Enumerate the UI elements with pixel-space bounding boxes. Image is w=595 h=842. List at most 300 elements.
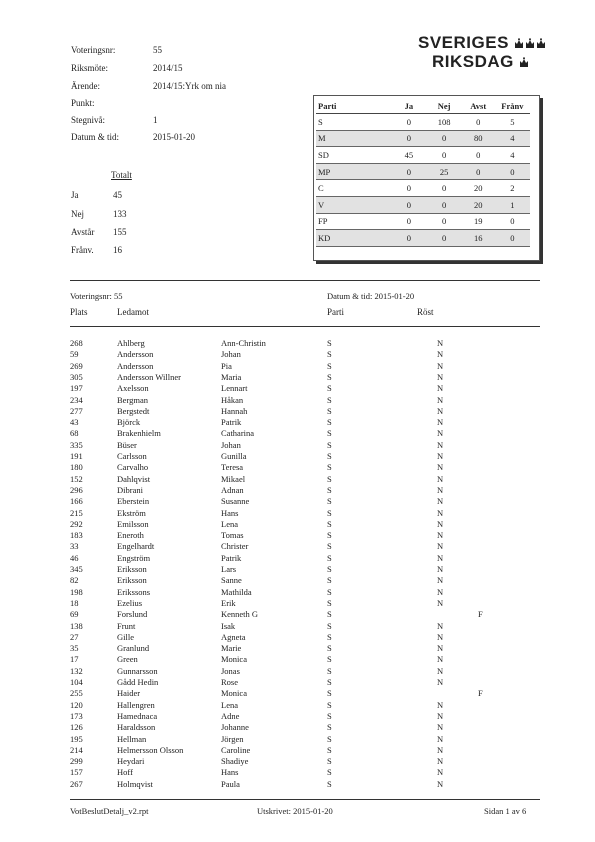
member-row [70, 621, 540, 632]
member-party: S [327, 710, 332, 721]
member-seat: 180 [70, 462, 83, 473]
member-firstname: Adnan [221, 484, 244, 495]
member-vote: N [437, 643, 444, 654]
member-party: S [327, 338, 332, 348]
member-firstname: Maria [221, 371, 242, 382]
member-firstname: Christer [221, 541, 249, 552]
member-row [70, 361, 540, 372]
member-party: S [327, 643, 332, 654]
party-avst: 0 [462, 114, 495, 131]
member-firstname: Johan [221, 439, 241, 450]
member-row [70, 587, 540, 598]
member-lastname: Heydari [117, 756, 145, 767]
party-franv: 4 [495, 147, 530, 164]
member-vote: N [437, 530, 444, 541]
member-lastname: Bergman [117, 394, 149, 405]
member-lastname: Haider [117, 688, 141, 699]
member-row [70, 609, 540, 620]
member-party: S [327, 473, 332, 484]
member-vote: N [437, 484, 444, 495]
col-avst: Avst [462, 98, 495, 114]
party-ja: 0 [391, 114, 426, 131]
party-avst: 0 [462, 147, 495, 164]
member-seat: 197 [70, 383, 83, 394]
member-lastname: Brakenhielm [117, 428, 161, 439]
riksdag-logo [418, 33, 546, 71]
member-row [70, 745, 540, 756]
member-row [70, 462, 540, 473]
member-firstname: Lennart [221, 383, 248, 394]
meta-value: 1 [153, 115, 158, 125]
totals-header: Totalt [111, 170, 132, 180]
member-vote: N [437, 405, 444, 416]
member-party: S [327, 620, 332, 631]
member-seat: 299 [70, 756, 83, 767]
member-firstname: Jörgen [221, 733, 244, 744]
member-seat: 138 [70, 620, 83, 631]
member-row [70, 666, 540, 677]
member-vote: N [437, 496, 444, 507]
member-lastname: Gille [117, 631, 134, 642]
member-lastname: Eriksson [117, 564, 147, 574]
member-firstname: Tomas [221, 530, 244, 541]
party-row [316, 230, 530, 247]
member-seat: 166 [70, 496, 83, 507]
member-vote: N [437, 349, 444, 360]
member-lastname: Eberstein [117, 496, 150, 507]
member-row [70, 519, 540, 530]
party-avst: 80 [462, 130, 495, 147]
party-table-header [316, 98, 530, 114]
member-party: S [327, 541, 332, 552]
party-row [316, 213, 530, 230]
party-nej: 0 [427, 180, 462, 197]
member-firstname: Adne [221, 710, 240, 721]
member-lastname: Forslund [117, 609, 148, 620]
member-party: S [327, 677, 332, 687]
member-vote: F [478, 688, 483, 699]
party-row [316, 147, 530, 164]
party-row [316, 114, 530, 131]
member-row [70, 688, 540, 699]
logo-line1: SVERIGES [418, 33, 509, 52]
member-party: S [327, 654, 332, 665]
meta-label: Riksmöte: [71, 63, 109, 73]
member-party: S [327, 586, 332, 597]
totals-label: Avstår [71, 227, 95, 237]
member-firstname: Marie [221, 643, 242, 654]
member-vote: N [437, 462, 444, 473]
member-firstname: Johanne [221, 722, 249, 733]
member-vote: N [437, 383, 444, 394]
member-lastname: Gådd Hedin [117, 677, 159, 687]
member-vote: N [437, 360, 444, 371]
member-seat: 132 [70, 665, 83, 676]
party-avst: 16 [462, 230, 495, 247]
footer-page: Sidan 1 av 6 [484, 806, 527, 816]
member-lastname: Green [117, 654, 138, 665]
meta-label: Stegnivå: [71, 115, 105, 125]
member-party: S [327, 564, 332, 574]
member-firstname: Paula [221, 778, 240, 789]
member-row [70, 541, 540, 552]
member-lastname: Erikssons [117, 586, 151, 597]
member-lastname: Carvalho [117, 462, 149, 473]
member-row [70, 485, 540, 496]
member-party: S [327, 552, 332, 563]
member-lastname: Andersson [117, 360, 154, 371]
party-name: S [316, 114, 391, 131]
member-seat: 68 [70, 428, 79, 439]
member-lastname: Emilsson [117, 518, 149, 529]
member-seat: 33 [70, 541, 79, 552]
party-name: M [316, 130, 391, 147]
member-lastname: Eriksson [117, 575, 147, 586]
member-lastname: Engelhardt [117, 541, 155, 552]
member-row [70, 349, 540, 360]
member-lastname: Andersson Willner [117, 371, 181, 382]
member-firstname: Monica [221, 654, 247, 665]
member-firstname: Johan [221, 349, 241, 360]
footer-report: VotBeslutDetalj_v2.rpt [70, 806, 149, 816]
party-ja: 0 [391, 196, 426, 213]
member-party: S [327, 518, 332, 529]
member-row [70, 767, 540, 778]
member-party: S [327, 405, 332, 416]
party-name: SD [316, 147, 391, 164]
member-party: S [327, 665, 332, 676]
member-seat: 268 [70, 338, 83, 348]
member-seat: 43 [70, 417, 79, 428]
party-row [316, 180, 530, 197]
list-datum: Datum & tid: 2015-01-20 [327, 291, 415, 301]
member-seat: 267 [70, 778, 83, 789]
member-party: S [327, 383, 332, 394]
party-table [316, 98, 530, 247]
member-lastname: Frunt [117, 620, 136, 631]
member-seat: 173 [70, 710, 83, 721]
col-ja: Ja [391, 98, 426, 114]
member-firstname: Sanne [221, 575, 242, 586]
member-vote: N [437, 564, 444, 574]
party-ja: 45 [391, 147, 426, 164]
party-franv: 0 [495, 163, 530, 180]
crown-icon [519, 57, 529, 68]
member-vote: N [437, 733, 444, 744]
member-seat: 46 [70, 552, 79, 563]
member-lastname: Helmersson Olsson [117, 744, 184, 755]
member-seat: 296 [70, 484, 83, 495]
col-nej: Nej [427, 98, 462, 114]
member-vote: N [437, 586, 444, 597]
party-franv: 1 [495, 196, 530, 213]
member-firstname: Teresa [221, 462, 244, 473]
section-divider [70, 280, 540, 281]
party-nej: 0 [427, 130, 462, 147]
member-seat: 215 [70, 507, 83, 518]
totals-value: 16 [113, 245, 122, 255]
member-party: S [327, 767, 332, 778]
member-firstname: Isak [221, 620, 236, 631]
member-lastname: Granlund [117, 643, 150, 654]
member-seat: 82 [70, 575, 79, 586]
party-nej: 0 [427, 213, 462, 230]
member-lastname: Holmqvist [117, 778, 153, 789]
member-row [70, 575, 540, 586]
member-lastname: Eneroth [117, 530, 144, 541]
member-party: S [327, 484, 332, 495]
member-row [70, 677, 540, 688]
member-lastname: Gunnarsson [117, 665, 158, 676]
member-seat: 157 [70, 767, 83, 778]
footer-printed: Utskrivet: 2015-01-20 [257, 806, 333, 816]
member-seat: 234 [70, 394, 83, 405]
logo-line2: RIKSDAG [432, 52, 514, 71]
member-firstname: Monica [221, 688, 247, 699]
member-firstname: Kenneth G [221, 609, 259, 620]
member-seat: 152 [70, 473, 83, 484]
meta-value: 55 [153, 45, 162, 55]
member-vote: N [437, 778, 444, 789]
member-lastname: Hallengren [117, 699, 155, 710]
member-seat: 269 [70, 360, 83, 371]
member-party: S [327, 417, 332, 428]
member-row [70, 643, 540, 654]
totals-label: Nej [71, 209, 84, 219]
member-firstname: Gunilla [221, 451, 247, 461]
member-lastname: Axelsson [117, 383, 149, 394]
member-seat: 69 [70, 609, 79, 620]
member-firstname: Lena [221, 518, 238, 529]
member-seat: 27 [70, 631, 79, 642]
member-seat: 198 [70, 586, 83, 597]
member-lastname: Björck [117, 417, 141, 428]
member-row [70, 508, 540, 519]
member-vote: N [437, 338, 444, 348]
member-party: S [327, 349, 332, 360]
member-row [70, 756, 540, 767]
member-row [70, 406, 540, 417]
member-vote: N [437, 756, 444, 767]
member-seat: 59 [70, 349, 79, 360]
member-row [70, 372, 540, 383]
party-name: MP [316, 163, 391, 180]
member-party: S [327, 733, 332, 744]
member-row [70, 530, 540, 541]
member-party: S [327, 394, 332, 405]
party-row [316, 196, 530, 213]
member-vote: N [437, 631, 444, 642]
member-seat: 120 [70, 699, 83, 710]
member-vote: N [437, 552, 444, 563]
member-row [70, 564, 540, 575]
member-seat: 17 [70, 654, 79, 665]
member-firstname: Rose [221, 677, 238, 687]
member-row [70, 383, 540, 394]
member-row [70, 451, 540, 462]
member-party: S [327, 597, 332, 608]
member-vote: N [437, 507, 444, 518]
member-seat: 18 [70, 597, 79, 608]
meta-label: Voteringsnr: [71, 45, 116, 55]
party-ja: 0 [391, 230, 426, 247]
member-party: S [327, 722, 332, 733]
member-party: S [327, 439, 332, 450]
member-firstname: Ann-Christin [221, 338, 266, 348]
member-party: S [327, 428, 332, 439]
party-franv: 5 [495, 114, 530, 131]
meta-value: 2014/15:Yrk om nia [153, 81, 226, 91]
member-firstname: Catharina [221, 428, 255, 439]
col-parti-list: Parti [327, 307, 344, 317]
party-name: V [316, 196, 391, 213]
member-vote: N [437, 451, 444, 461]
meta-value: 2015-01-20 [153, 132, 195, 142]
member-lastname: Hoff [117, 767, 133, 778]
member-firstname: Mathilda [221, 586, 252, 597]
meta-label: Punkt: [71, 98, 95, 108]
party-ja: 0 [391, 163, 426, 180]
member-row [70, 598, 540, 609]
member-firstname: Agneta [221, 631, 246, 642]
member-lastname: Büser [117, 439, 137, 450]
member-vote: N [437, 710, 444, 721]
col-parti: Parti [316, 98, 391, 114]
member-lastname: Hellman [117, 733, 147, 744]
member-party: S [327, 688, 332, 699]
party-name: KD [316, 230, 391, 247]
crowns-icon [514, 38, 546, 49]
member-party: S [327, 631, 332, 642]
member-seat: 195 [70, 733, 83, 744]
member-vote: N [437, 394, 444, 405]
totals-value: 155 [113, 227, 127, 237]
party-avst: 20 [462, 180, 495, 197]
member-vote: N [437, 417, 444, 428]
member-lastname: Haraldsson [117, 722, 156, 733]
member-seat: 126 [70, 722, 83, 733]
party-name: C [316, 180, 391, 197]
member-row [70, 496, 540, 507]
list-voteringsnr: Voteringsnr: 55 [70, 291, 123, 301]
member-row [70, 440, 540, 451]
party-nej: 0 [427, 196, 462, 213]
member-party: S [327, 756, 332, 767]
member-firstname: Patrik [221, 552, 242, 563]
member-vote: N [437, 654, 444, 665]
member-row [70, 395, 540, 406]
member-vote: N [437, 473, 444, 484]
party-nej: 25 [427, 163, 462, 180]
member-row [70, 779, 540, 790]
member-lastname: Carlsson [117, 451, 147, 461]
member-vote: N [437, 620, 444, 631]
member-vote: N [437, 597, 444, 608]
member-party: S [327, 451, 332, 461]
party-franv: 4 [495, 130, 530, 147]
member-firstname: Mikael [221, 473, 246, 484]
col-franv: Frånv [495, 98, 530, 114]
member-firstname: Jonas [221, 665, 240, 676]
party-franv: 0 [495, 230, 530, 247]
member-firstname: Erik [221, 597, 236, 608]
member-lastname: Ekström [117, 507, 146, 518]
meta-label: Datum & tid: [71, 132, 119, 142]
member-row [70, 417, 540, 428]
party-avst: 19 [462, 213, 495, 230]
member-row [70, 654, 540, 665]
member-firstname: Pia [221, 360, 232, 371]
meta-value: 2014/15 [153, 63, 183, 73]
col-rost: Röst [417, 307, 434, 317]
member-firstname: Shadiye [221, 756, 249, 767]
member-party: S [327, 507, 332, 518]
member-vote: F [478, 609, 483, 620]
member-vote: N [437, 575, 444, 586]
member-vote: N [437, 428, 444, 439]
member-party: S [327, 575, 332, 586]
party-ja: 0 [391, 180, 426, 197]
member-lastname: Ahlberg [117, 338, 145, 348]
totals-label: Ja [71, 190, 79, 200]
totals-label: Frånv. [71, 245, 94, 255]
party-franv: 0 [495, 213, 530, 230]
member-lastname: Hamednaca [117, 710, 158, 721]
party-avst: 20 [462, 196, 495, 213]
member-lastname: Engström [117, 552, 151, 563]
party-avst: 0 [462, 163, 495, 180]
party-franv: 2 [495, 180, 530, 197]
member-vote: N [437, 665, 444, 676]
member-firstname: Lars [221, 564, 237, 574]
member-seat: 335 [70, 439, 83, 450]
party-nej: 108 [427, 114, 462, 131]
party-ja: 0 [391, 130, 426, 147]
col-ledamot: Ledamot [117, 307, 149, 317]
member-party: S [327, 371, 332, 382]
list-header-divider [70, 326, 540, 327]
member-party: S [327, 530, 332, 541]
member-seat: 345 [70, 564, 83, 574]
member-seat: 191 [70, 451, 83, 461]
member-firstname: Hannah [221, 405, 248, 416]
member-row [70, 553, 540, 564]
member-row [70, 428, 540, 439]
member-vote: N [437, 744, 444, 755]
member-vote: N [437, 518, 444, 529]
member-seat: 35 [70, 643, 79, 654]
member-row [70, 474, 540, 485]
member-lastname: Ezelius [117, 597, 143, 608]
member-lastname: Dahlqvist [117, 473, 151, 484]
meta-label: Ärende: [71, 81, 100, 91]
member-firstname: Hans [221, 507, 239, 518]
party-ja: 0 [391, 213, 426, 230]
member-vote: N [437, 439, 444, 450]
member-vote: N [437, 767, 444, 778]
member-vote: N [437, 722, 444, 733]
member-lastname: Bergstedt [117, 405, 150, 416]
party-row [316, 130, 530, 147]
party-nej: 0 [427, 230, 462, 247]
member-seat: 292 [70, 518, 83, 529]
totals-value: 133 [113, 209, 127, 219]
member-firstname: Caroline [221, 744, 251, 755]
party-row [316, 163, 530, 180]
member-row [70, 632, 540, 643]
col-plats: Plats [70, 307, 88, 317]
footer-divider [70, 799, 540, 800]
